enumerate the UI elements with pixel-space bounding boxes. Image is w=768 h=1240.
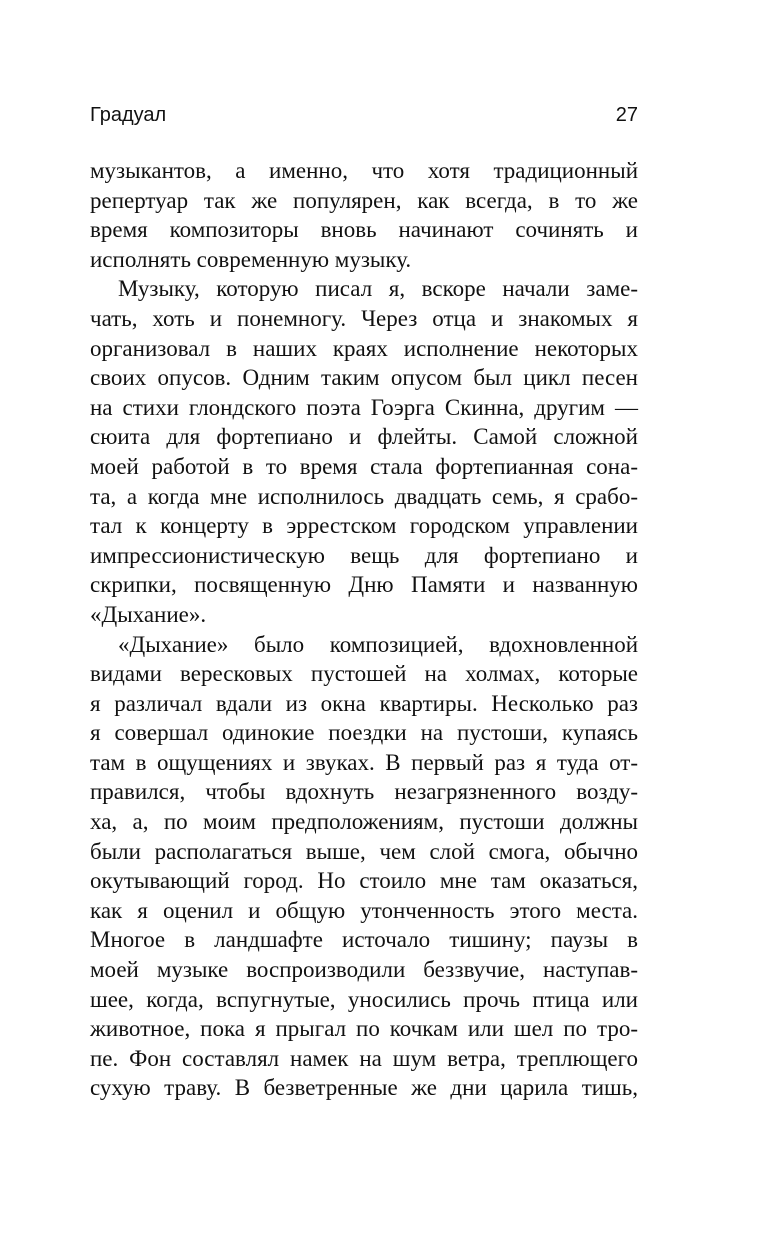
text-line: исполнять современную музыку. bbox=[90, 246, 412, 272]
text-line: та, а когда мне исполнилось двадцать семь, я срабо- bbox=[90, 483, 638, 509]
text-line: животное, пока я прыгал по кочкам или шел по тро- bbox=[90, 1016, 638, 1042]
text-line: сухую траву. В безветренные же дни царила тишь, bbox=[90, 1075, 638, 1101]
text-line: сюита для фортепиано и флейты. Самой сложной bbox=[90, 424, 638, 450]
text-line: правился, чтобы вдохнуть незагрязненного возду- bbox=[90, 779, 638, 805]
text-line: шее, когда, вспугнутые, уносились прочь птица или bbox=[90, 986, 638, 1012]
text-line: я различал вдали из окна квартиры. Несколько раз bbox=[90, 690, 638, 716]
text-line: «Дыхание». bbox=[90, 601, 207, 627]
text-line: на стихи глондского поэта Гоэрга Скинна, другим — bbox=[90, 394, 638, 420]
text-line: там в ощущениях и звуках. В первый раз я туда от- bbox=[90, 749, 638, 775]
body-text bbox=[90, 156, 638, 1103]
text-line: были располагаться выше, чем слой смога, обычно bbox=[90, 838, 638, 864]
text-line: окутывающий город. Но стоило мне там оказаться, bbox=[90, 868, 638, 894]
text-line: музыкантов, а именно, что хотя традиционный bbox=[90, 158, 638, 183]
text-line: «Дыхание» было композицией, вдохновленной bbox=[118, 631, 638, 657]
text-line: организовал в наших краях исполнение некоторых bbox=[90, 335, 638, 361]
running-title: Градуал bbox=[90, 104, 167, 126]
text-line: как я оценил и общую утонченность этого места. bbox=[90, 897, 638, 923]
text-line: импрессионистическую вещь для фортепиано и bbox=[90, 542, 638, 568]
text-line: видами вересковых пустошей на холмах, которые bbox=[90, 661, 638, 687]
paragraph-1 bbox=[90, 156, 638, 274]
text-line: тал к концерту в эррестском городском управлении bbox=[90, 513, 638, 539]
text-line: Многое в ландшафте источало тишину; паузы в bbox=[90, 927, 638, 953]
text-line: репертуар так же популярен, как всегда, в то же bbox=[90, 187, 638, 213]
text-line: время композиторы вновь начинают сочинять и bbox=[90, 217, 638, 243]
text-line: ха, а, по моим предположениям, пустоши должны bbox=[90, 809, 638, 835]
page-number: 27 bbox=[615, 104, 638, 126]
paragraph-2 bbox=[90, 274, 638, 629]
text-line: моей музыке воспроизводили беззвучие, наступав- bbox=[90, 957, 638, 983]
text-line: Музыку, которую писал я, вскоре начали заме- bbox=[118, 276, 638, 302]
paragraph-3 bbox=[90, 630, 638, 1104]
text-line: скрипки, посвященную Дню Памяти и названную bbox=[90, 572, 638, 598]
text-line: пе. Фон составлял намек на шум ветра, треплющего bbox=[90, 1045, 638, 1071]
text-line: я совершал одинокие поездки на пустоши, купаясь bbox=[90, 720, 638, 746]
text-line: своих опусов. Одним таким опусом был цикл песен bbox=[90, 365, 638, 391]
text-line: моей работой в то время стала фортепианная сона- bbox=[90, 453, 638, 479]
running-head bbox=[90, 100, 638, 134]
text-line: чать, хоть и понемногу. Через отца и знакомых я bbox=[90, 305, 638, 331]
